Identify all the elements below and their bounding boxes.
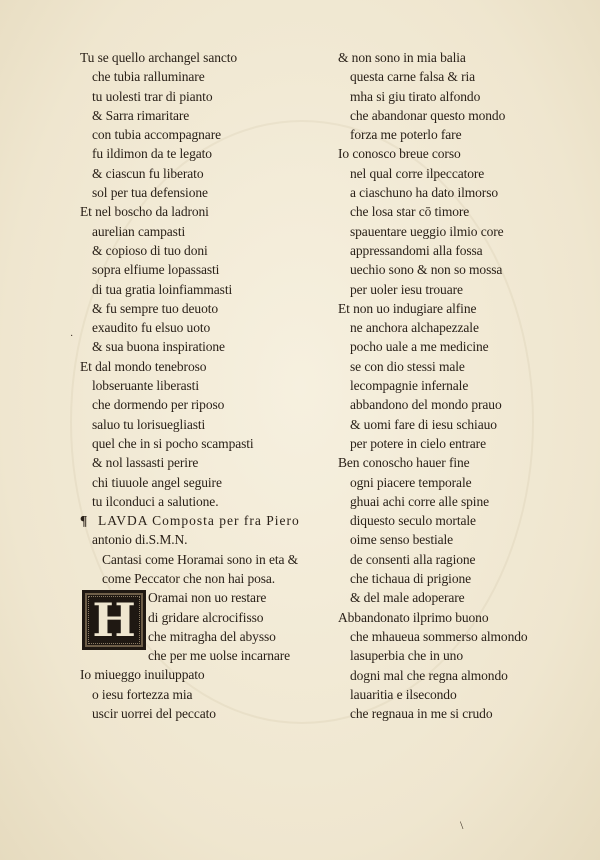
laud-heading: LAVDA Composta per fra Piero bbox=[98, 513, 300, 529]
verse-line: lasuperbia che in uno bbox=[350, 648, 463, 664]
verse-line: & nol lassasti perire bbox=[92, 455, 199, 471]
left-verses-a bbox=[80, 48, 340, 511]
verse-line: Abbandonato ilprimo buono bbox=[338, 609, 489, 625]
verse-line: sopra elfiume lopassasti bbox=[92, 262, 220, 278]
verse-line: oime senso bestiale bbox=[350, 532, 454, 548]
verse-line: per potere in cielo entrare bbox=[350, 435, 486, 451]
initial-verses bbox=[148, 588, 290, 665]
verse-line: che dormendo per riposo bbox=[92, 397, 225, 413]
verse-line: Io miueggo inuiluppato bbox=[80, 667, 205, 683]
verse-line: Tu se quello archangel sancto bbox=[80, 50, 238, 65]
left-column bbox=[80, 48, 340, 723]
verse-line: appressandomi alla fossa bbox=[350, 242, 483, 258]
verse-line: & fu sempre tuo deuoto bbox=[92, 300, 219, 316]
laud-heading-2: antonio di.S.M.N. bbox=[92, 532, 188, 548]
verse-line: nel qual corre ilpeccatore bbox=[350, 165, 485, 181]
verse-line: che tichaua di prigione bbox=[350, 571, 472, 587]
verse-line: & uomi fare di iesu schiauo bbox=[350, 416, 497, 432]
verse-line: a ciaschuno ha dato ilmorso bbox=[350, 185, 499, 201]
verse-line: saluo tu lorisuegliasti bbox=[92, 416, 206, 432]
verse-line: abbandono del mondo prauo bbox=[350, 397, 502, 413]
pilcrow-mark: ¶ bbox=[80, 513, 88, 529]
verse-line: & del male adoperare bbox=[350, 590, 465, 606]
verse-line: ne anchora alchapezzale bbox=[350, 320, 479, 336]
verse-line: Et nel boscho da ladroni bbox=[80, 204, 209, 220]
verse-line: forza me poterlo fare bbox=[350, 127, 462, 143]
decorated-initial-block bbox=[80, 588, 340, 665]
verse-line: di tua gratia loinfiammasti bbox=[92, 281, 233, 297]
verse-line: de consenti alla ragione bbox=[350, 551, 476, 567]
right-verses bbox=[338, 48, 538, 723]
verse-line: Io conosco breue corso bbox=[338, 146, 461, 162]
verse-line: & copioso di tuo doni bbox=[92, 242, 208, 258]
verse-line: o iesu fortezza mia bbox=[92, 686, 193, 702]
verse-line: uechio sono & non so mossa bbox=[350, 262, 503, 278]
verse-line: lecompagnie infernale bbox=[350, 378, 469, 394]
margin-dot: · bbox=[70, 331, 74, 342]
verse-line: uscir uorrei del peccato bbox=[92, 705, 216, 721]
verse-line: che abandonar questo mondo bbox=[350, 107, 506, 123]
verse-line: che per me uolse incarnare bbox=[148, 648, 291, 664]
verse-line: fu ildimon da te legato bbox=[92, 146, 212, 162]
decorated-initial: H bbox=[82, 590, 146, 650]
sung-instruction-2: come Peccator che non hai posa. bbox=[102, 571, 276, 587]
verse-line: questa carne falsa & ria bbox=[350, 69, 476, 85]
verse-line: Ben conoscho hauer fine bbox=[338, 455, 470, 471]
verse-line: che mitragha del abysso bbox=[148, 628, 276, 644]
verse-line: & ciascun fu liberato bbox=[92, 165, 204, 181]
verse-line: Et dal mondo tenebroso bbox=[80, 358, 207, 374]
verse-line: chi tiuuole angel seguire bbox=[92, 474, 222, 490]
laud-heading-line bbox=[80, 511, 340, 530]
verse-line: lauaritia e ilsecondo bbox=[350, 686, 457, 702]
verse-line: tu uolesti trar di pianto bbox=[92, 88, 213, 104]
right-column bbox=[338, 48, 538, 723]
verse-line: tu ilconduci a salutione. bbox=[92, 493, 219, 509]
verse-line: spauentare ueggio ilmio core bbox=[350, 223, 504, 239]
verse-line: lobseruante liberasti bbox=[92, 378, 199, 394]
verse-line: di gridare alcrocifisso bbox=[148, 609, 264, 625]
verse-line: Et non uo indugiare alfine bbox=[338, 300, 477, 316]
verse-line: che mhaueua sommerso almondo bbox=[350, 628, 528, 644]
verse-line: per uoler iesu trouare bbox=[350, 281, 463, 297]
verse-line: & Sarra rimaritare bbox=[92, 107, 190, 123]
verse-line: quel che in si pocho scampasti bbox=[92, 435, 254, 451]
verse-line: mha si giu tirato alfondo bbox=[350, 88, 481, 104]
verse-line: & non sono in mia balia bbox=[338, 50, 466, 65]
verse-line: che regnaua in me si crudo bbox=[350, 706, 493, 722]
verse-line: exaudito fu elsuo uoto bbox=[92, 320, 211, 336]
sung-instruction-1: Cantasi come Horamai sono in eta & bbox=[102, 551, 299, 567]
verse-line: Oramai non uo restare bbox=[148, 590, 267, 606]
footer-mark: \ bbox=[460, 818, 464, 832]
verse-line: dogni mal che regna almondo bbox=[350, 667, 508, 683]
verse-line: sol per tua defensione bbox=[92, 185, 208, 201]
verse-line: & sua buona inspiratione bbox=[92, 339, 225, 355]
verse-line: ogni piacere temporale bbox=[350, 474, 472, 490]
verse-line: che losa star cō timore bbox=[350, 204, 470, 220]
verse-line: con tubia accompagnare bbox=[92, 127, 221, 143]
verse-line: diquesto seculo mortale bbox=[350, 513, 476, 529]
verse-line: se con dio stessi male bbox=[350, 358, 465, 374]
verse-line: aurelian campasti bbox=[92, 223, 186, 239]
verse-line: pocho uale a me medicine bbox=[350, 339, 489, 355]
verse-line: ghuai achi corre alle spine bbox=[350, 493, 489, 509]
verse-line: che tubia ralluminare bbox=[92, 69, 205, 85]
left-verses-b bbox=[80, 665, 340, 723]
